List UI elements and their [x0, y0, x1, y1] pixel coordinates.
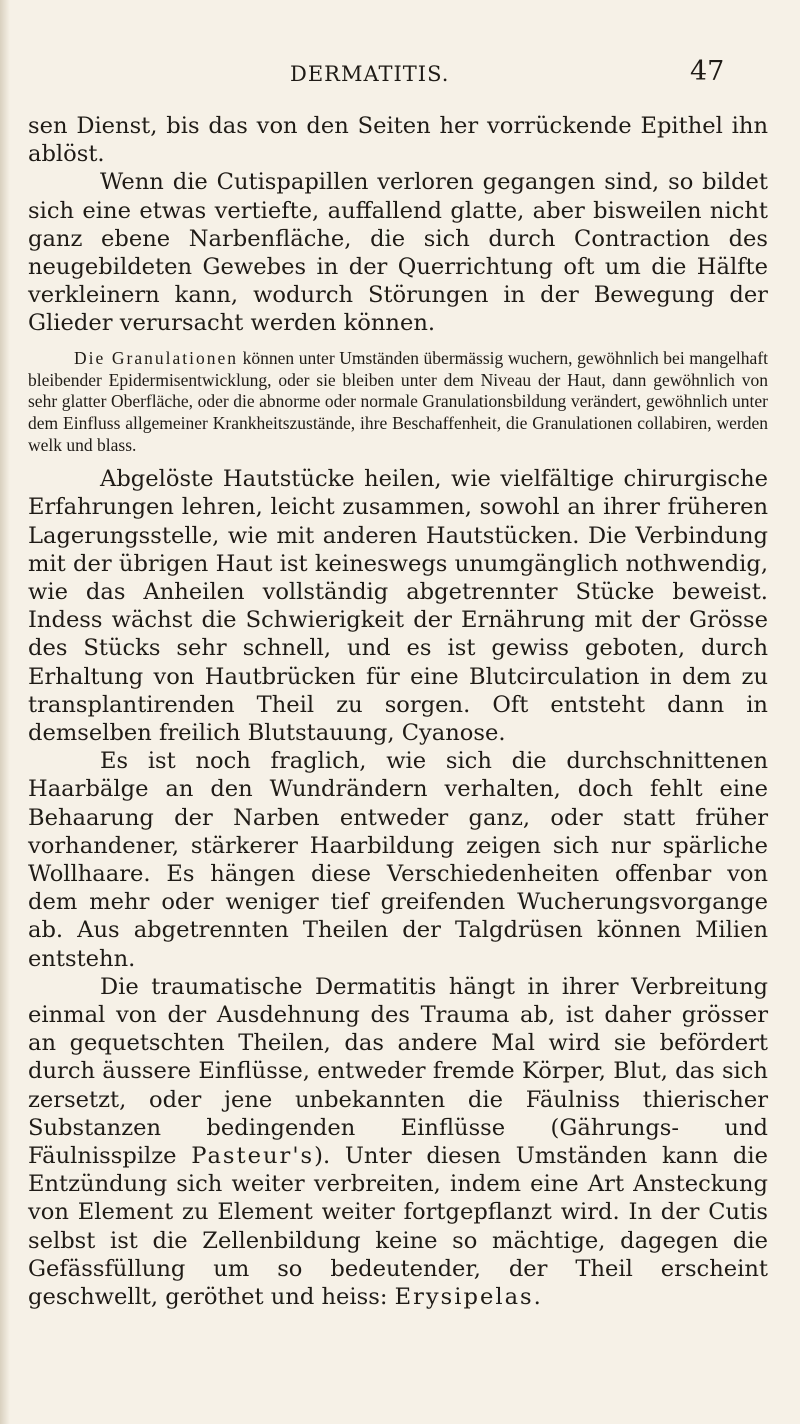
- small-print-granulationen: [28, 348, 768, 458]
- paragraph-narbenflaeche: Wenn die Cutispapillen verloren gegangen sind, so bildet sich eine etwas vertiefte, auffallend glatte, aber bisweilen nicht ganz ebene Narbenfläche, die sich durch Contraction des neugebildeten Gewebes in der Querrichtung oft um die Hälfte verkleinern kann, wodurch Störungen in der Bewegung der Glieder verursacht werden können.: [28, 169, 768, 337]
- page-header: [0, 56, 800, 102]
- paragraph-hautstuecke: Abgelöste Hautstücke heilen, wie vielfältige chirurgische Erfahrungen lehren, leicht zusammen, sowohl an ihrer früheren Lagerungsstelle, wie mit anderen Hautstücken. Die Verbindung mit der übrigen Haut ist keineswegs unumgänglich nothwendig, wie das Anheilen vollständig abgetrennter Stücke beweist. Indess wächst die Schwierigkeit der Ernährung mit der Grösse des Stücks sehr schnell, und es ist gewiss geboten, durch Erhaltung von Hautbrücken für eine Blutcirculation in dem zu transplantirenden Theil zu sorgen. Oft entsteht dann in demselben freilich Blutstauung, Cyanose.: [28, 466, 768, 746]
- paragraph-traumatische-continued: ). Unter diesen Umständen kann die Entzündung sich weiter verbreiten, indem eine Art Ansteckung von Element zu Element weiter fortgepflanzt wird. In der Cutis selbst ist die Zellenbildung keine so mächtige, dagegen die Gefässfüllung um so bedeutender, der Theil erscheint geschwellt, geröthet und heiss:: [28, 1143, 768, 1311]
- name-pasteur: Pasteur's: [191, 1143, 315, 1170]
- page-number: 47: [690, 56, 725, 87]
- paragraph-traumatische-dermatitis: [28, 973, 768, 1311]
- paragraph-traumatische-text: Die traumatische Dermatitis hängt in ihrer Verbreitung einmal von der Ausdehnung des Trauma ab, ist daher grösser an gequetschten Theilen, das andere Mal wird sie befördert durch äussere Einflüsse, entweder fremde Körper, Blut, das sich zersetzt, oder jene unbekannten die Fäulniss thierischer Substanzen bedingenden Einflüsse (Gährungs- und Fäulnisspilze: [28, 973, 768, 1170]
- paragraph-haarbaelge: Es ist noch fraglich, wie sich die durchschnittenen Haarbälge an den Wundrändern verhalten, doch fehlt eine Behaarung der Narben entweder ganz, oder statt früher vorhandener, stärkerer Haarbildung zeigen sich nur spärliche Wollhaare. Es hängen diese Verschiedenheiten offenbar von dem mehr oder weniger tief greifenden Wucherungsvorgange ab. Aus abgetrennten Theilen der Talgdrüsen können Milien entstehn.: [28, 748, 768, 972]
- small-print-rest: können unter Umständen übermässig wuchern, gewöhnlich bei mangelhaft bleibender Epidermisentwicklung, oder sie bleiben unter dem Niveau der Haut, dann gewöhnlich von sehr glatter Oberfläche, oder die abnorme oder normale Granulationsbildung verändert, gewöhnlich unter dem Einfluss allgemeiner Krankheitszustände, ihre Beschaffenheit, die Granulationen collabiren, werden welk und blass.: [28, 347, 769, 456]
- running-title: DERMATITIS.: [290, 62, 450, 86]
- body-text: [28, 112, 768, 1311]
- term-erysipelas: Erysipelas.: [394, 1284, 543, 1311]
- page-gutter-shadow: [0, 0, 10, 1424]
- paragraph-continuation: sen Dienst, bis das von den Seiten her vorrückende Epithel ihn ablöst.: [28, 113, 768, 168]
- small-print-lead: Die Granulationen: [74, 347, 238, 368]
